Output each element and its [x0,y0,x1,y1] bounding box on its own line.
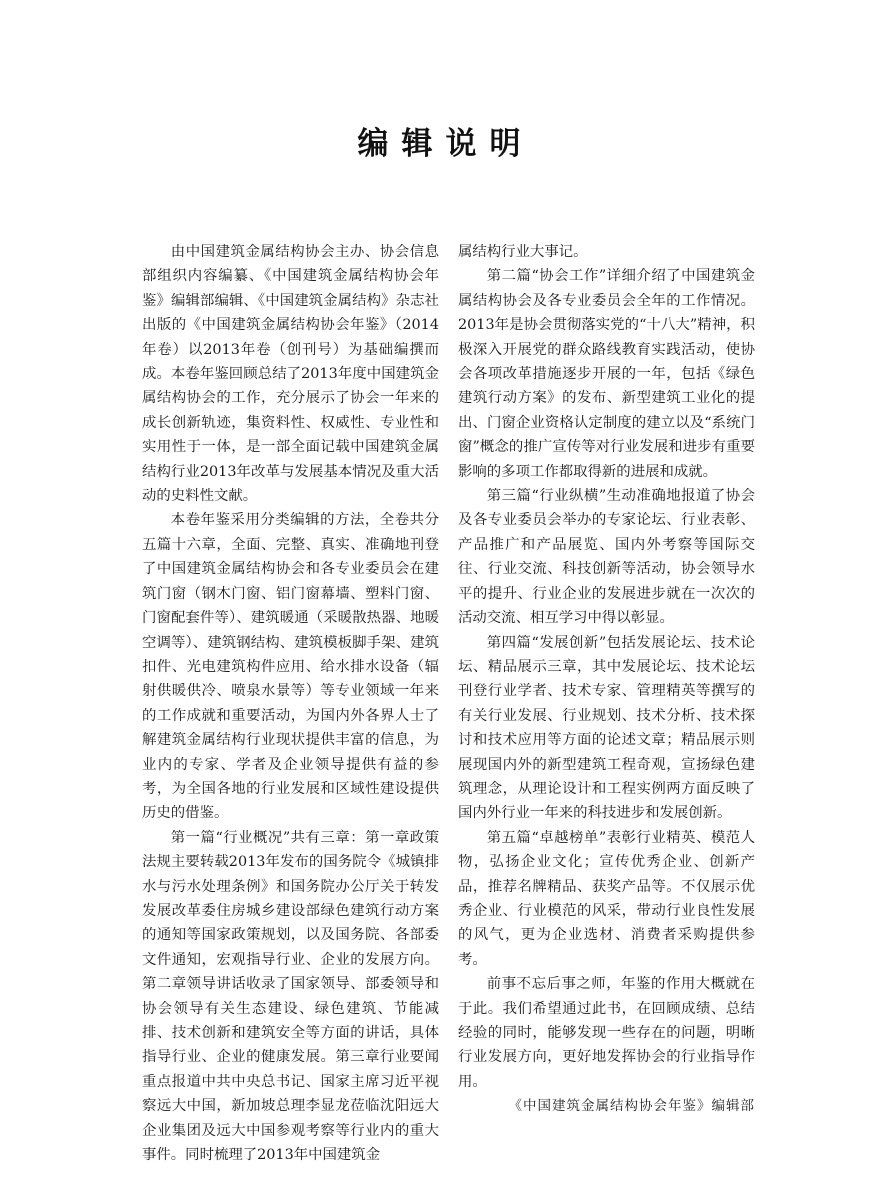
page-title: 编辑说明 [357,126,534,162]
paragraph-intro: 由中国建筑金属结构协会主办、协会信息部组织内容编纂、《中国建筑金属结构协会年鉴》编辑部编辑、《中国建筑金属结构》杂志社出版的《中国建筑金属结构协会年鉴》（2014年卷）以2013年卷（创刊号）为基础编撰而成。本卷年鉴回顾总结了2013年度中国建筑金属结构协会的工作，充分展示了协会一年来的成长创新轨迹，集资料性、权威性、专业性和实用性于一体，是一部全面记载中国建筑金属结构行业2013年改革与发展基本情况及重大活动的史料性文献。 [142,244,439,505]
paragraph-closing: 前事不忘后事之师，年鉴的作用大概就在于此。我们希望通过此书，在回顾成绩、总结经验的同时，能够发现一些存在的问题，明晰行业发展方向，更好地发挥协会的行业指导作用。 [458,976,755,1090]
paragraph-part-one-continued: 属结构行业大事记。 [458,244,588,260]
paragraph-part-one: 第一篇“行业概况”共有三章：第一章政策法规主要转载2013年发布的国务院令《城镇排水与污水处理条例》和国务院办公厅关于转发发展改革委住房城乡建设部绿色建筑行动方案的通知等国家政策规划，以及国务院、各部委文件通知，宏观指导行业、企业的发展方向。第二章领导讲话收录了国家领导、部委领导和协会领导有关生态建设、绿色建筑、节能减排、技术创新和建筑安全等方面的讲话，具体指导行业、企业的健康发展。第三章行业要闻重点报道中共中央总书记、国家主席习近平视察远大中国，新加坡总理李显龙莅临沈阳远大企业集团及远大中国参观考察等行业内的重大事件。同时梳理了2013年中国建筑金 [142,829,439,1164]
paragraph-part-two: 第二篇“协会工作”详细介绍了中国建筑金属结构协会及各专业委员会全年的工作情况。2013年是协会贯彻落实党的“十八大”精神，积极深入开展党的群众路线教育实践活动，使协会各项改革措施逐步开展的一年，包括《绿色建筑行动方案》的发布、新型建筑工业化的提出、门窗企业资格认定制度的建立以及“系统门窗”概念的推广宣传等对行业发展和进步有重要影响的多项工作都取得新的进展和成就。 [458,268,755,480]
paragraph-part-four: 第四篇“发展创新”包括发展论坛、技术论坛、精品展示三章，其中发展论坛、技术论坛刊登行业学者、技术专家、管理精英等撰写的有关行业发展、行业规划、技术分析、技术探讨和技术应用等方面的论述文章；精品展示则展现国内外的新型建筑工程奇观，宣扬绿色建筑理念，从理论设计和工程实例两方面反映了国内外行业一年来的科技进步和发展创新。 [458,634,755,822]
left-column [142,240,439,1167]
paragraph-part-five: 第五篇“卓越榜单”表彰行业精英、模范人物，弘扬企业文化；宣传优秀企业、创新产品，推荐名牌精品、获奖产品等。不仅展示优秀企业、行业模范的风采，带动行业良性发展的风气，更为企业选材、消费者采购提供参考。 [458,829,755,968]
signature: 《中国建筑金属结构协会年鉴》编辑部 [508,1098,755,1115]
right-column [458,240,755,1119]
paragraph-part-three: 第三篇“行业纵横”生动准确地报道了协会及各专业委员会举办的专家论坛、行业表彰、产品推广和产品展览、国内外考察等国际交往、行业交流、科技创新等活动，协会领导水平的提升、行业企业的发展进步就在一次次的活动交流、相互学习中得以彰显。 [458,488,755,627]
paragraph-structure: 本卷年鉴采用分类编辑的方法，全卷共分五篇十六章，全面、完整、真实、准确地刊登了中国建筑金属结构协会和各专业委员会在建筑门窗（钢木门窗、铝门窗幕墙、塑料门窗、门窗配套件等）、建筑暖通（采暖散热器、地暖空调等）、建筑钢结构、建筑模板脚手架、建筑扣件、光电建筑构件应用、给水排水设备（辐射供暖供冷、喷泉水景等）等专业领域一年来的工作成就和重要活动，为国内外各界人士了解建筑金属结构行业现状提供丰富的信息，为业内的专家、学者及企业领导提供有益的参考，为全国各地的行业发展和区域性建设提供历史的借鉴。 [142,512,439,822]
